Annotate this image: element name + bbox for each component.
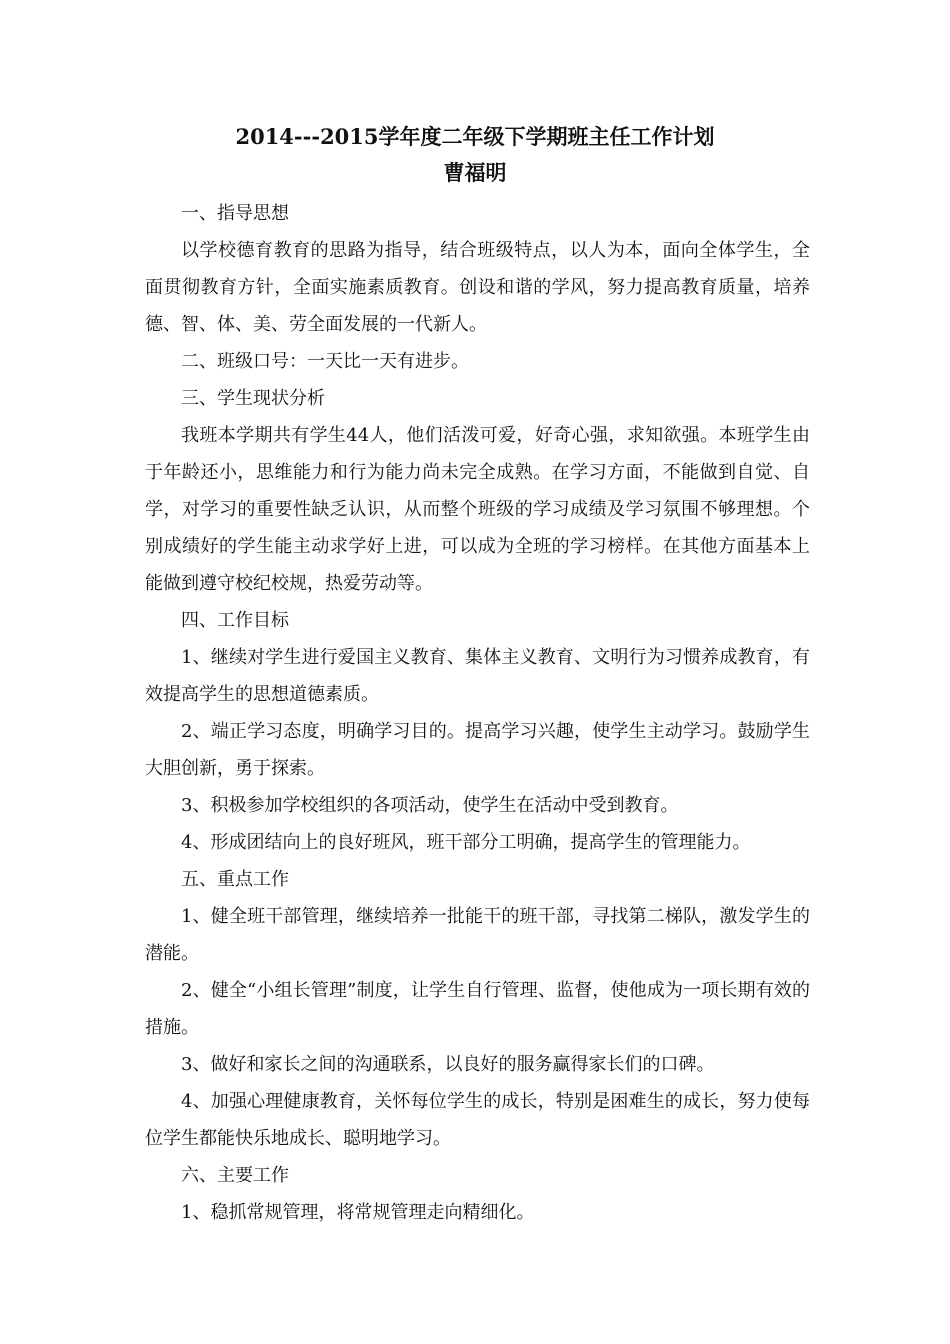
goal-item-4: 4、形成团结向上的良好班风，班干部分工明确，提高学生的管理能力。 bbox=[181, 832, 751, 853]
paragraph-guiding-thought: 以学校德育教育的思路为指导，结合班级特点，以人为本，面向全体学生，全面贯彻教育方针，全面实施素质教育。创设和谐的学风，努力提高教育质量，培养德、智、体、美、劳全面发展的一代新人。 bbox=[145, 240, 810, 335]
key-work-item-2: 2、健全“小组长管理”制度，让学生自行管理、监督，使他成为一项长期有效的措施。 bbox=[145, 980, 810, 1038]
section-heading-main-work: 六、主要工作 bbox=[181, 1165, 289, 1186]
section-heading-work-goals: 四、工作目标 bbox=[181, 610, 289, 631]
key-work-item-1: 1、健全班干部管理，继续培养一批能干的班干部，寻找第二梯队，激发学生的潜能。 bbox=[145, 906, 810, 964]
section-heading-student-analysis: 三、学生现状分析 bbox=[181, 388, 325, 409]
paragraph-student-analysis: 我班本学期共有学生44人，他们活泼可爱，好奇心强，求知欲强。本班学生由于年龄还小，思维能力和行为能力尚未完全成熟。在学习方面，不能做到自觉、自学，对学习的重要性缺乏认识，从而整个班级的学习成绩及学习氛围不够理想。个别成绩好的学生能主动求学好上进，可以成为全班的学习榜样。在其他方面基本上能做到遵守校纪校规，热爱劳动等。 bbox=[145, 425, 810, 594]
document-body bbox=[145, 195, 810, 1231]
goal-item-3: 3、积极参加学校组织的各项活动，使学生在活动中受到教育。 bbox=[181, 795, 679, 816]
document-author: 曹福明 bbox=[443, 160, 507, 185]
class-slogan: 二、班级口号：一天比一天有进步。 bbox=[181, 351, 469, 372]
goal-item-1: 1、继续对学生进行爱国主义教育、集体主义教育、文明行为习惯养成教育，有效提高学生的思想道德素质。 bbox=[145, 647, 810, 705]
goal-item-2: 2、端正学习态度，明确学习目的。提高学习兴趣，使学生主动学习。鼓励学生大胆创新，勇于探索。 bbox=[145, 721, 810, 779]
key-work-item-3: 3、做好和家长之间的沟通联系，以良好的服务赢得家长们的口碑。 bbox=[181, 1054, 715, 1075]
document-title: 2014---2015学年度二年级下学期班主任工作计划 bbox=[235, 124, 715, 149]
main-work-item-1: 1、稳抓常规管理，将常规管理走向精细化。 bbox=[181, 1202, 535, 1223]
key-work-item-4: 4、加强心理健康教育，关怀每位学生的成长，特别是困难生的成长，努力使每位学生都能快乐地成长、聪明地学习。 bbox=[145, 1091, 810, 1149]
section-heading-guiding-thought: 一、指导思想 bbox=[181, 203, 289, 224]
section-heading-key-work: 五、重点工作 bbox=[181, 869, 289, 890]
